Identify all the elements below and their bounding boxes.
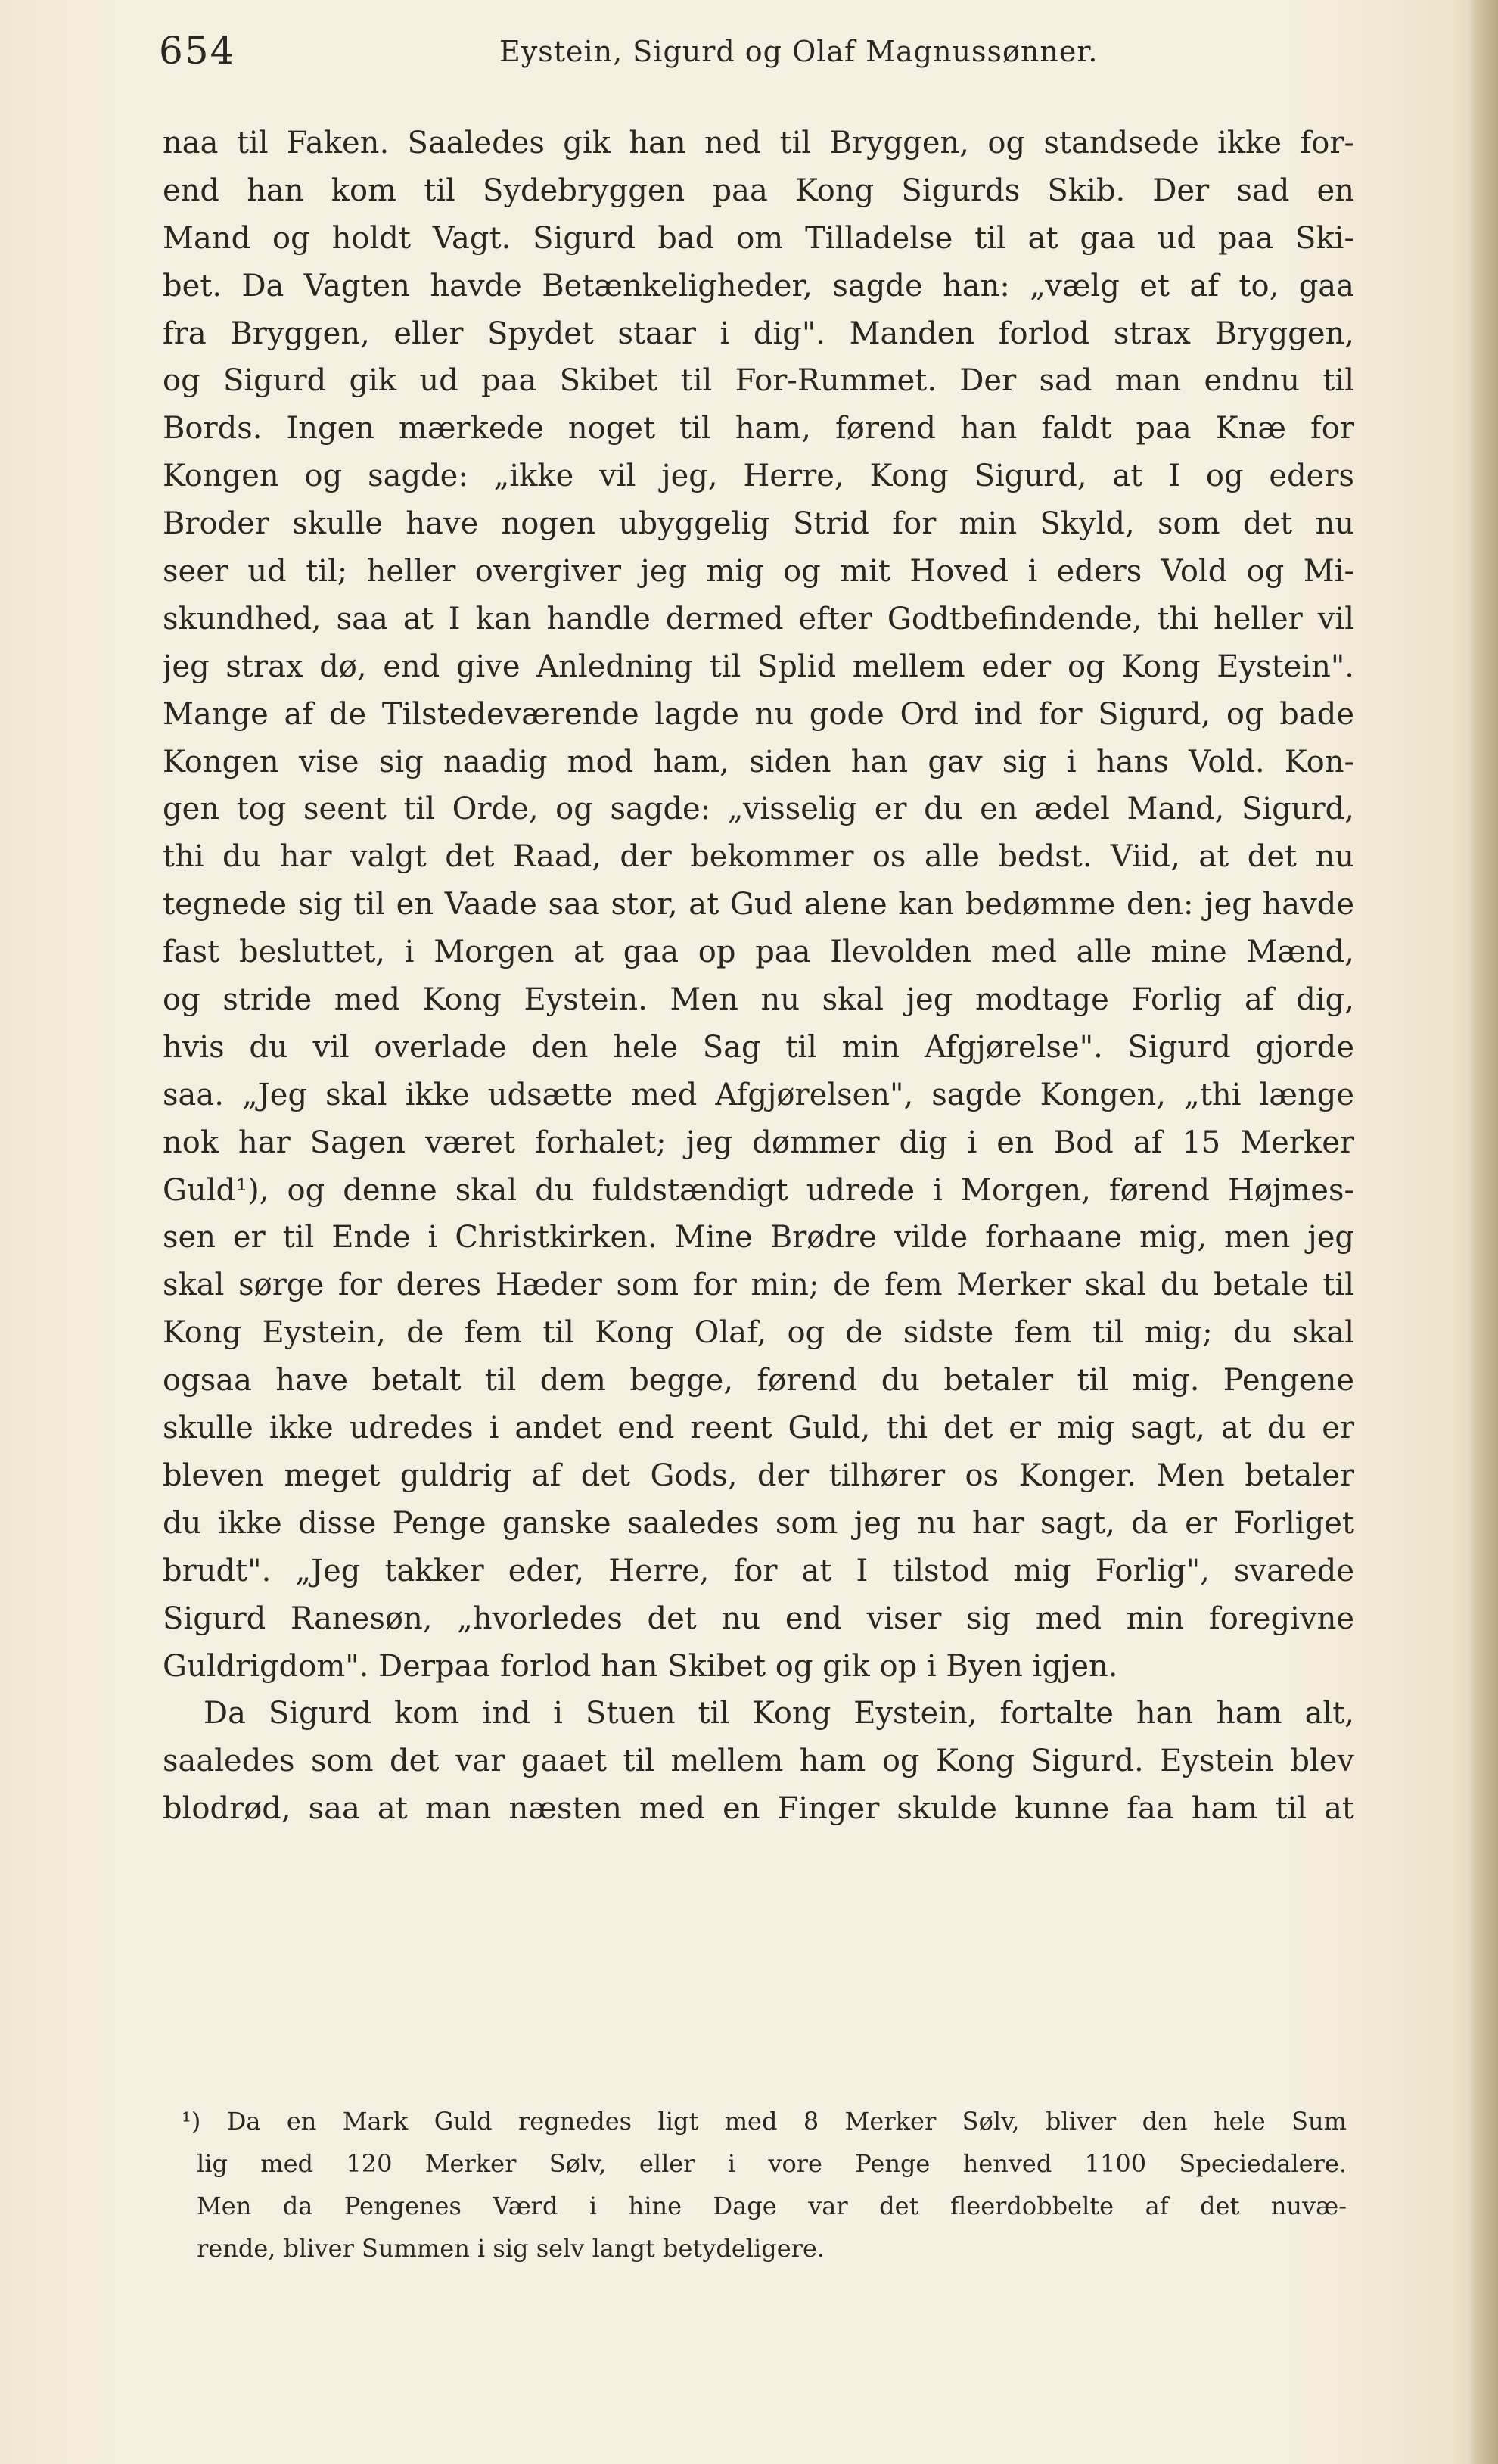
text-line: du ikke disse Penge ganske saaledes som jeg nu har sagt, da er Forliget <box>163 1505 1354 1541</box>
running-title: Eystein, Sigurd og Olaf Magnussønner. <box>499 35 1099 68</box>
text-line: skal sørge for deres Hæder som for min; de fem Merker skal du betale til <box>163 1268 1354 1303</box>
text-line: nok har Sagen været forhalet; jeg dømmer dig i en Bod af 15 Merker <box>163 1125 1354 1160</box>
page-header <box>159 29 1339 83</box>
text-line: Guld¹), og denne skal du fuldstændigt udrede i Morgen, førend Højmes- <box>163 1172 1354 1208</box>
text-line: fast besluttet, i Morgen at gaa op paa Ilevolden med alle mine Mænd, <box>163 935 1354 970</box>
text-line: ogsaa have betalt til dem begge, førend du betaler til mig. Pengene <box>163 1363 1354 1398</box>
text-line: jeg strax dø, end give Anledning til Splid mellem eder og Kong Eystein". <box>163 649 1354 684</box>
text-line: Mand og holdt Vagt. Sigurd bad om Tilladelse til at gaa ud paa Ski- <box>163 220 1354 256</box>
text-line: hvis du vil overlade den hele Sag til min Afgjørelse". Sigurd gjorde <box>163 1029 1354 1065</box>
footnote <box>182 2100 1347 2270</box>
text-line: skulle ikke udredes i andet end reent Guld, thi det er mig sagt, at du er <box>163 1411 1354 1446</box>
text-line: Bords. Ingen mærkede noget til ham, førend han faldt paa Knæ for <box>163 411 1354 446</box>
text-line: Kongen og sagde: „ikke vil jeg, Herre, Kong Sigurd, at I og eders <box>163 459 1354 494</box>
text-line: bleven meget guldrig af det Gods, der tilhører os Konger. Men betaler <box>163 1458 1354 1493</box>
text-line: saaledes som det var gaaet til mellem ham og Kong Sigurd. Eystein blev <box>163 1744 1354 1779</box>
text-line: sen er til Ende i Christkirken. Mine Brødre vilde forhaane mig, men jeg <box>163 1220 1354 1255</box>
text-line: gen tog seent til Orde, og sagde: „visselig er du en ædel Mand, Sigurd, <box>163 792 1354 827</box>
body-text <box>163 120 1354 1833</box>
text-line: Sigurd Ranesøn, „hvorledes det nu end viser sig med min foregivne <box>163 1601 1354 1636</box>
text-line: naa til Faken. Saaledes gik han ned til Bryggen, og standsede ikke for- <box>163 126 1354 160</box>
text-line: Kong Eystein, de fem til Kong Olaf, og de sidste fem til mig; du skal <box>163 1315 1354 1351</box>
text-line: blodrød, saa at man næsten med en Finger skulde kunne faa ham til at <box>163 1791 1354 1827</box>
footnote-line: Men da Pengenes Værd i hine Dage var det fleerdobbelte af det nuvæ- <box>197 2192 1347 2220</box>
text-line: fra Bryggen, eller Spydet staar i dig". Manden forlod strax Bryggen, <box>163 316 1354 351</box>
text-line: skundhed, saa at I kan handle dermed efter Godtbefindende, thi heller vil <box>163 601 1354 636</box>
footnote-line: rende, bliver Summen i sig selv langt betydeligere. <box>197 2234 825 2263</box>
text-line: end han kom til Sydebryggen paa Kong Sigurds Skib. Der sad en <box>163 173 1354 208</box>
footnote-line: ¹) Da en Mark Guld regnedes ligt med 8 Merker Sølv, bliver den hele Sum <box>182 2107 1347 2136</box>
text-line: Guldrigdom". Derpaa forlod han Skibet og gik op i Byen igjen. <box>163 1648 1118 1684</box>
text-line: tegnede sig til en Vaade saa stor, at Gud alene kan bedømme den: jeg havde <box>163 887 1354 922</box>
text-line: seer ud til; heller overgiver jeg mig og mit Hoved i eders Vold og Mi- <box>163 554 1354 590</box>
text-line: saa. „Jeg skal ikke udsætte med Afgjørelsen", sagde Kongen, „thi længe <box>163 1077 1354 1112</box>
page-edge-shadow <box>1468 0 1498 2464</box>
text-line: og Sigurd gik ud paa Skibet til For-Rummet. Der sad man endnu til <box>163 363 1354 399</box>
text-line: Kongen vise sig naadig mod ham, siden han gav sig i hans Vold. Kon- <box>163 744 1354 779</box>
text-line: Broder skulle have nogen ubyggelig Strid for min Skyld, som det nu <box>163 506 1354 542</box>
text-line: Da Sigurd kom ind i Stuen til Kong Eystein, fortalte han ham alt, <box>204 1696 1354 1731</box>
text-line: Mange af de Tilstedeværende lagde nu gode Ord ind for Sigurd, og bade <box>163 696 1354 732</box>
text-line: thi du har valgt det Raad, der bekommer os alle bedst. Viid, at det nu <box>163 839 1354 875</box>
text-line: bet. Da Vagten havde Betænkeligheder, sagde han: „vælg et af to, gaa <box>163 268 1354 303</box>
text-line: brudt". „Jeg takker eder, Herre, for at I tilstod mig Forlig", svarede <box>163 1553 1354 1588</box>
footnote-line: lig med 120 Merker Sølv, eller i vore Penge henved 1100 Speciedalere. <box>197 2149 1347 2178</box>
text-line: og stride med Kong Eystein. Men nu skal jeg modtage Forlig af dig, <box>163 982 1354 1018</box>
page-number: 654 <box>159 29 236 73</box>
